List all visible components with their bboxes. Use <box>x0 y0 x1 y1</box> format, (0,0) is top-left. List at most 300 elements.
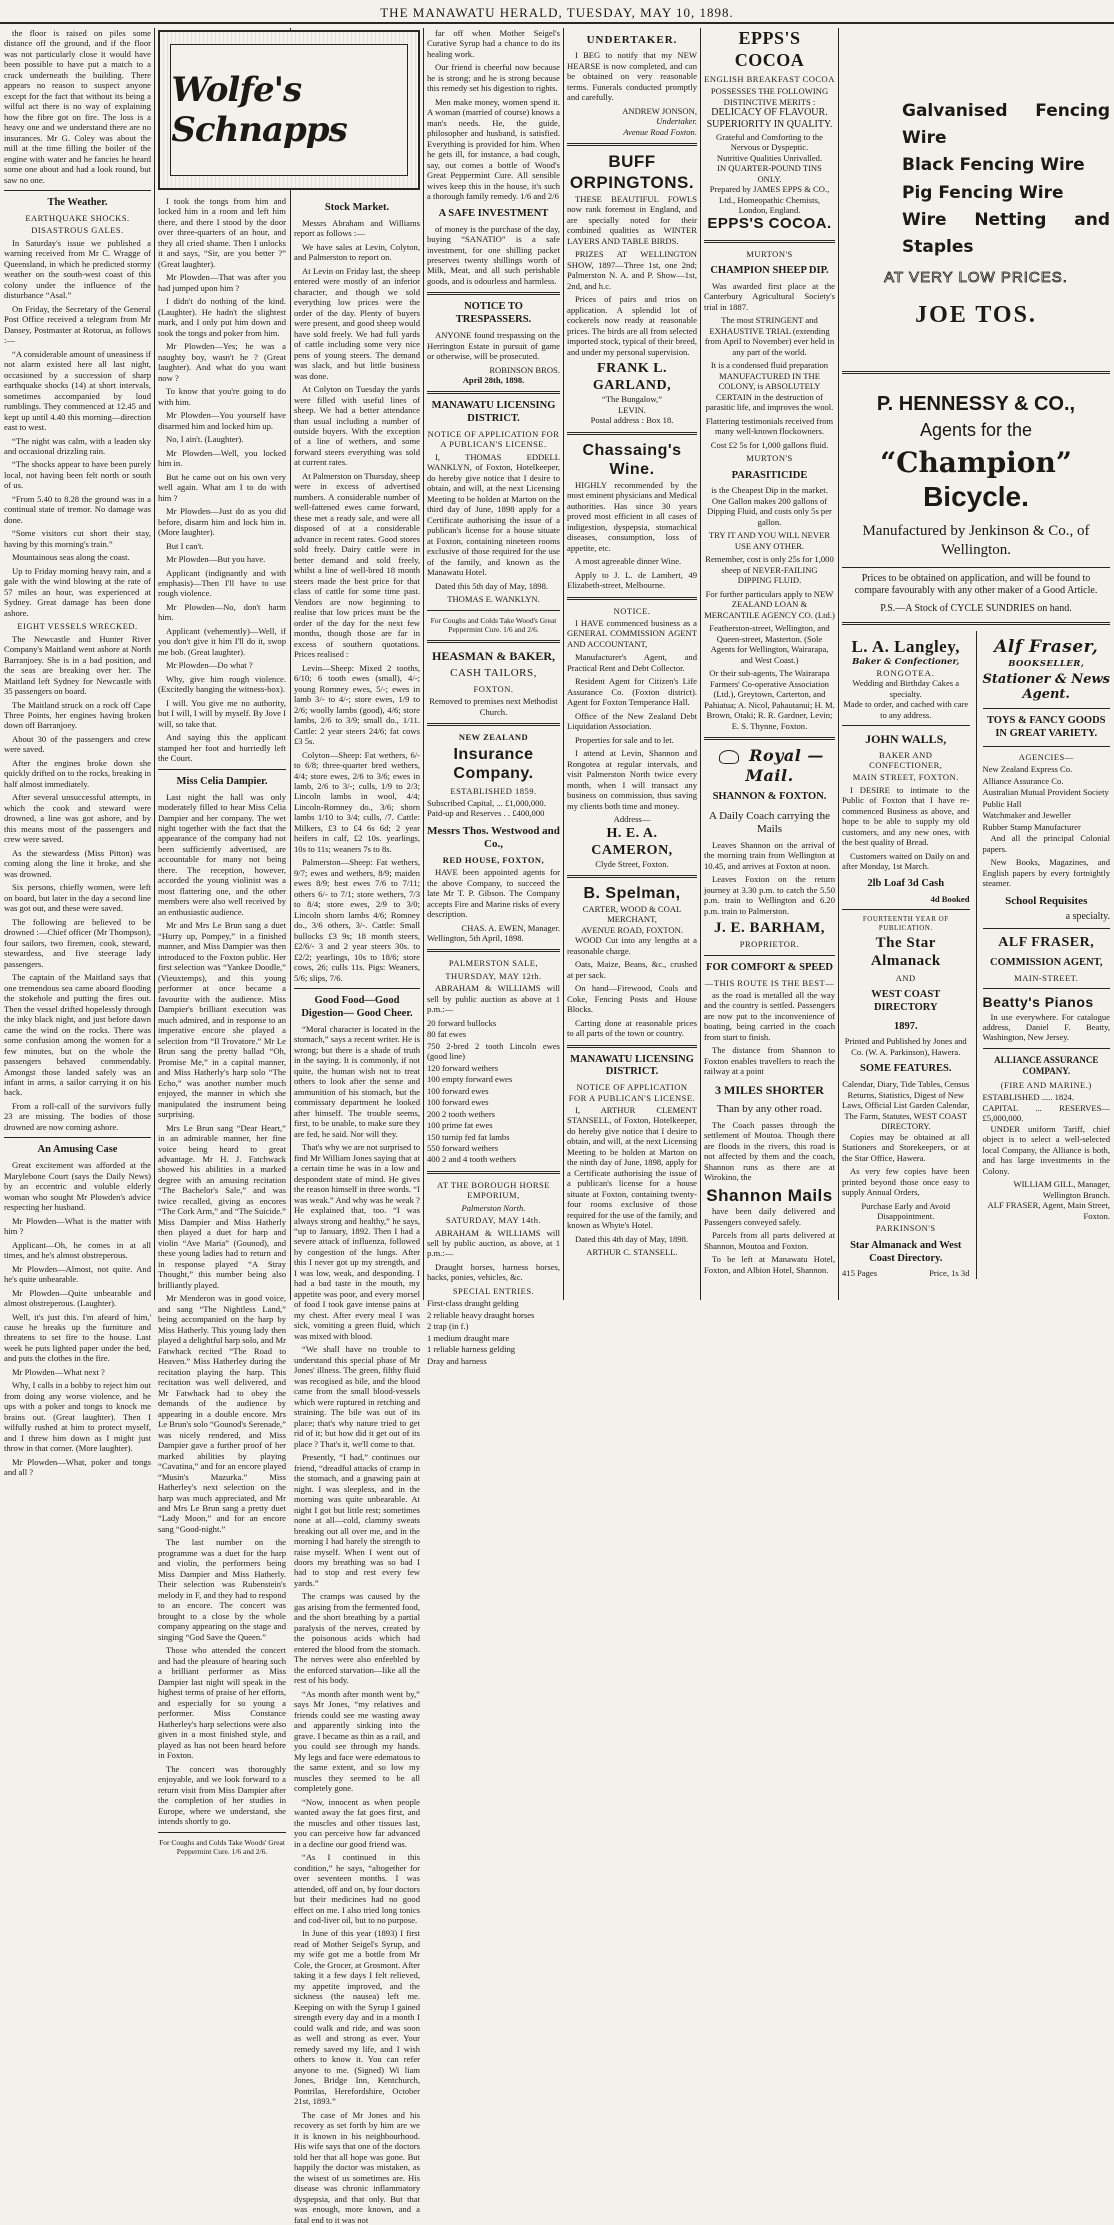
divider <box>567 432 697 435</box>
wreck-paragraph: The captain of the Maitland says that one tremendous sea came aboard flooding the stokehole and putting the fires out. Then the vessel drifted hopelessly through the inky black night, and just before dawn came the wind on the rocks. There was some confusion among the women for a few minutes, but on the whole the passengers behaved commendably. Amongst those landed safely was an infant in arms, a sailor carrying it on his back. <box>4 972 151 1098</box>
divider <box>427 640 560 643</box>
cameron-address: Clyde Street, Foxton. <box>595 858 669 869</box>
weather-paragraph: On Friday, the Secretary of the General Post Office received a telegram from Mr Dansey, Postmaster at Rotorua, as follows :— <box>4 303 151 346</box>
wolfe-banner-wrap <box>158 30 420 194</box>
comfort-subheading: —THIS ROUTE IS THE BEST— <box>704 977 835 988</box>
amusing-paragraph: Mr Plowden—What next ? <box>12 1366 105 1377</box>
sale-item: 200 2 tooth wethers <box>427 1108 496 1119</box>
divider <box>427 723 560 726</box>
epps-line: DELICACY OF FLAVOUR. <box>711 107 828 119</box>
royal-mail-paragraph: Leaves Shannon on the arrival of the morning train from Wellington at 10.45, and arrives at Foxton at noon. <box>704 839 835 871</box>
plowden-paragraph: Applicant (vehemently)—Well, if you don't give it him I'll do it, swop me bob. (Great laughter). <box>158 625 286 657</box>
amusing-paragraph: Well, it's just this. I'm afeard of him,' cause he breaks up the furniture and threatens to set fire to the house. Last week he puts lighted paper under the bed, and puts the clothes in the fire. <box>4 1311 151 1364</box>
main-street: MAIN-STREET. <box>1014 973 1079 984</box>
plowden-paragraph: No, I ain't. (Laughter). <box>166 434 244 445</box>
walls-address: MAIN STREET, FOXTON. <box>852 772 959 783</box>
parasiticide-paragraph: Remember, cost is only 25s for 1,000 sheep of NEVER-FAILING DIPPING FLUID. <box>705 554 834 586</box>
epps-line: SUPERIORITY IN QUALITY. <box>706 119 833 131</box>
weather-paragraph: “From 5.40 to 8.28 the ground was in a continual state of tremor. No damage was done. <box>4 493 151 525</box>
heasman-subheading: CASH TAILORS, <box>450 667 537 680</box>
epps-tail: EPPS'S COCOA. <box>707 215 832 233</box>
wreck-paragraph: From a roll-call of the survivors fully 23 are missing. The bodies of those drowned are now coming ashore. <box>4 1100 151 1132</box>
langley-paragraph: Wedding and Birthday Cakes a specialty. <box>852 678 960 699</box>
royal-crest-icon <box>719 750 739 764</box>
good-food-paragraph: “Now, innocent as when people wanted away the fat goes first, and the muscles and other tissues last, you can perceive how far advanced in a decline our good friend was. <box>294 1796 420 1849</box>
comfort-miles: 3 MILES SHORTER <box>715 1082 824 1097</box>
parasiticide-paragraph: is the Cheapest Dip in the market. One Gallon makes 200 gallons of Dipping Fluid, and costs only 5s per gallon. <box>707 485 832 527</box>
column-5 <box>567 28 697 1298</box>
plowden-paragraph: And saying this the applicant stamped her foot and hurriedly left the Court. <box>158 732 286 764</box>
murton-paragraph: The most STRINGENT and EXHAUSTIVE TRIAL (extending from April to November) ever held in any part of the world. <box>704 315 835 357</box>
weather-paragraph: “The night was calm, with a leaden sky and occasional drizzling rain. <box>4 435 151 456</box>
divider <box>842 725 970 726</box>
murton-heading: MURTON'S <box>746 248 793 259</box>
stock-paragraph: Palmerston—Sheep: Fat wethers, 9/7; ewes and wethers, 8/9; maiden ewes 8/9; best ewes 7/6 to 7/11; others 6/- to 7/1; store wethers, 7/3 to 8/4; store ewes, 2/9 to 3/0; Lincoln shorn lambs 4/6; Romney do., 3/6 others, 3/-. Cattle: Small bullocks £3 9s; 18 month steers, £2/6/- 3 and 2 year steers 30s. to £2/2; yearlings, 10s to 18/6; store cows, 26; culls 11s. Pigs: Weaners, 5/6; slips, 7/6. <box>294 857 420 983</box>
nz-insurance-capital: Subscribed Capital, ... £1,000,000. <box>427 797 546 808</box>
plowden-paragraph: Mr Plowden—That was after you had jumped upon him ? <box>158 272 286 293</box>
dampier-paragraph: Last night the hall was only moderately filled to hear Miss Celia Dampier and her company. The wet night together with the fact that the appearance of the company had not been sufficiently advertised, are accountable for many not being there. The reception, however, accorded the young violinist was a most flattering one, and the other members were also well received by an enthusiastic audience. <box>158 791 286 917</box>
epps-line: Prepared by JAMES EPPS & CO., Ltd., Homeopathic Chemists, London, England. <box>709 184 830 215</box>
plowden-paragraph: I took the tongs from him and locked him in a room and left him there, and there I stood by the door over three-quarters of an hour, and they all cried shame. Then I unlocks it and says, “Sir, are you better ?” (Great laughter). <box>158 196 286 269</box>
spelman-paragraph: WOOD Cut into any lengths at a reasonable charge. <box>567 935 697 956</box>
trespass-paragraph: ANYONE found trespassing on the Herrington Estate in pursuit of game or otherwise, will be prosecuted. <box>427 330 560 362</box>
licensing2-subheading: NOTICE OF APPLICATION FOR A PUBLICAN'S LICENSE. <box>568 1082 696 1103</box>
palmerston-sale-date: THURSDAY, MAY 12th. <box>445 970 542 981</box>
plowden-paragraph: Mr Plowden—But you have. <box>166 554 266 565</box>
borough-paragraph: ABRAHAM & WILLIAMS will sell by public auction, as above, at 1 p.m.:— <box>427 1227 560 1259</box>
buff-paragraph: THESE BEAUTIFUL FOWLS now rank foremost in England, and are specially noted for their combined qualities as WINTER LAYERS AND TABLE BIRDS. <box>567 193 697 246</box>
plowden-paragraph: I didn't do nothing of the kind. (Laughter). He hadn't the slightest mark, and I only put him down and took the tongs and poker from him. <box>158 296 286 338</box>
walls-heading: JOHN WALLS, <box>865 732 947 747</box>
fraser-paragraph: New Books, Magazines, and English papers by every fortnightly steamer. <box>982 857 1110 889</box>
sale-item: 550 forward wethers <box>427 1142 499 1153</box>
good-food-paragraph: “Moral character is located in the stomach,” says a recent writer. He is wrong; but there is a shade of truth in the saying. It is commonly, if not quite, the human wish not to treat others to look after the sense and ammunition of his stomach, but the commissary department he looked after himself. The trouble seems, first, to be unable, to make sure they are fed, he said. Nor will they. <box>294 1023 420 1139</box>
almanack-pages: 415 Pages <box>842 1268 878 1279</box>
wine-heading: Chassaing's Wine. <box>582 441 682 479</box>
wreck-paragraph: After the engines broke down she quickly drifted on to the rocks, breaking in half almost immediately. <box>4 757 152 789</box>
weather-paragraph: In Saturday's issue we published a warning received from Mr C. Wragge of Queensland, in which he predicted stormy weather on the south-west coast of this colony under the influence of the disturbance “Asal.” <box>4 237 151 301</box>
divider <box>427 949 560 952</box>
school-specialty: a specialty. <box>1065 911 1110 922</box>
comfort-other: Than by any other road. <box>716 1103 823 1116</box>
quake-subheading: EARTHQUAKE SHOCKS. <box>25 213 130 224</box>
good-food-paragraph: Presently, “I had,” continues our friend, “dreadful attacks of cramp in the stomach, and a gnawing pain at night. I was sleepless, and in the morning was quite unbearable. At night I got but little rest; sometimes none at all—cold, clammy sweats breaking out all over me, and in the morning I had barely the strength to raise myself. When I went out of doors my breathing was so bad I had to stop and rest every few yards.” <box>294 1452 420 1588</box>
divider <box>4 190 151 191</box>
comfort-paragraph: The Coach passes through the settlement of Moutoa. Though there are floods in the rivers, this road is not affected by them and the coach, Shannon runs as there are at Wirokino, the <box>704 1119 835 1183</box>
sale-item: 2 trap (in f.) <box>427 1321 469 1332</box>
almanack-footer <box>842 1268 970 1278</box>
almanack-paragraph: Copies may be obtained at all Stationers and Storekeepers, or at the Star Office, Hawera. <box>842 1131 970 1163</box>
hennessy-subheading: Agents for the <box>919 420 1033 441</box>
shannon-paragraph: To be left at Manawatu Hotel, Foxton, and Albion Hotel, Shannon. <box>704 1254 835 1275</box>
lower-left-ads <box>842 631 977 1279</box>
stock-paragraph: At Palmerston on Thursday, sheep were in excess of advertised numbers. A considerable number of well-fattened ewes came forward, these met a ready sale, and were all disposed of at a considerable advance in recent rates. Good stores sold freely. Dairy cattle were in better demand and sold freely, whilst a line of well-bred 18 month steers made the best price for that class of cattle for some time past. Vendors are now beginning to realise that low prices must be the order of the day for the next few months, though those are far in excess of southern quotations. Prices realised : <box>294 470 420 660</box>
licensing2-date: Dated this 4th day of May, 1898. <box>575 1233 689 1244</box>
shannon-paragraph: Parcels from all parts delivered at Shannon, Moutoa and Foxton. <box>704 1230 835 1251</box>
alliance-capital: CAPITAL ... RESERVES— £5,000,000. <box>982 1102 1110 1124</box>
parasiticide-subheading: PARASITICIDE <box>731 469 808 481</box>
plowden-paragraph: Mr Plowden—You yourself have disarmed him and locked him up. <box>158 410 286 431</box>
wolfe-schnapps-logo: Wolfe's Schnapps <box>171 70 347 150</box>
divider <box>567 597 697 600</box>
amusing-paragraph: Mr Plowden—What is the matter with him ? <box>4 1215 151 1237</box>
dampier-paragraph: The last number on the programme was a duet for the harp and violin, the performers being Miss Dampier and Miss Hatherly. Their selection was Rubenstein's melody in F, and they had to respond to an encore. The concert was brought to a close by the whole company appearing on the stage and singing “God Save the Queen.” <box>158 1537 286 1642</box>
wreck-paragraph: Six persons, chiefly women, were left on board, but later in the day a second line was got out, and these were saved. <box>4 882 151 914</box>
stock-paragraph: We have sales at Levin, Colyton, and Palmerston to report on. <box>294 241 420 263</box>
nz-insurance-heading: Insurance Company. <box>453 745 534 783</box>
masthead <box>0 0 1114 24</box>
almanack-parkinson: PARKINSON'S <box>875 1223 936 1234</box>
divider <box>983 988 1111 989</box>
divider <box>427 1171 560 1174</box>
barham-heading: J. E. BARHAM, <box>713 920 826 937</box>
borough-subheading: Palmerston North. <box>461 1202 526 1213</box>
wreck-paragraph: The Maitland struck on a rock off Cape Three Points, her engines having broken down off Barranjoey. <box>4 699 151 731</box>
agency-item: New Zealand Express Co. <box>982 764 1073 775</box>
buff-prizes: PRIZES AT WELLINGTON SHOW, 1897—Three 1st, one 2nd; Palmerston N. A. and P. Show—1st, 2nd, and h.c. <box>567 249 697 291</box>
borough-heading: AT THE BOROUGH HORSE EMPORIUM, <box>437 1179 550 1201</box>
alliance-heading: ALLIANCE ASSURANCE COMPANY. <box>994 1054 1099 1076</box>
divider <box>983 1048 1111 1049</box>
sale-item: 120 forward wethers <box>427 1062 499 1073</box>
undertaker-address: Avenue Road Foxton. <box>623 126 697 137</box>
notice-paragraph: Resident Agent for Citizen's Life Assurance Co. (Foxton district). Agent for Foxton Temperance Hall. <box>567 676 697 708</box>
column-rule <box>838 28 839 1300</box>
sale-item: First-class draught gelding <box>427 1298 519 1309</box>
licensing2-heading: MANAWATU LICENSING DISTRICT. <box>570 1053 694 1078</box>
wire-line: Galvanised Fencing Wire <box>902 101 1110 149</box>
almanack-subheading: WEST COAST DIRECTORY <box>871 989 941 1013</box>
plowden-paragraph: Mr Plowden—Yes; he was a naughty boy, wasn't he ? (Great laughter). And what do you want now ? <box>158 341 286 383</box>
notice-paragraph: Office of the New Zealand Debt Liquidation Association. <box>567 710 697 732</box>
nz-insurance-agents: Messrs Thos. Westwood and Co., <box>427 824 560 851</box>
nz-insurance-date: Wellington, 5th April, 1898. <box>427 933 524 943</box>
parasiticide-paragraph: For further particulars apply to NEW ZEALAND LOAN & MERCANTILE AGENCY CO. (Ltd.) <box>704 588 835 620</box>
heasman-note: Removed to premises next Methodist Church. <box>429 696 558 717</box>
wire-line: Wire Netting and Staples <box>902 209 1110 257</box>
divider <box>983 928 1111 929</box>
heasman-heading: HEASMAN & BAKER, <box>431 648 555 663</box>
barham-subheading: PROPRIETOR. <box>739 939 800 950</box>
sale-item: 1 reliable harness gelding <box>427 1344 516 1355</box>
trespass-heading: NOTICE TO TRESPASSERS. <box>455 301 532 326</box>
cure-paragraph: Men make money, women spend it. A woman (married of course) knows a man's needs. He, the guide, philosopher and husband, is satisfied. Everything is provided for him. When he gets ill, for instance, a bad cough, say, out comes a bottle of Wood's Great Peppermint Cure. All sensible wives keep this in the house, it's such a thorough family remedy. 1/6 and 2/6 <box>427 96 560 202</box>
sale-item: 20 forward bullocks <box>427 1017 497 1028</box>
garland-town: LEVIN. <box>618 404 646 415</box>
wolfe-schnapps-ad <box>158 30 420 190</box>
palmerston-sale-list <box>427 1018 560 1165</box>
dampier-paragraph: Mr and Mrs Le Brun sang a duet “Hurry up, Pompey,” in a finished manner, and Miss Dampier was then introduced to the Foxton public. Her first selection was “Yankee Doodle,” (Vieuxtemps), and this young performer at once became a favourite with the audience. Miss Dampier's brilliant execution was much admired, and in response to an imperative encore she played a selection from “Il Trovatore.” Mr Le Brun sang the pretty ballad “Oh, Promise Me,” in a capital manner, and Miss Hatherly's harp solo “The Echo,” was another number much enjoyed, the manner in which she manipulated the instrument being surprising. <box>158 920 286 1120</box>
good-food-paragraph: The cramps was caused by the gas arising from the fermented food, and the short breathing by a partial paralysis of the nerves, created by the poisonous acids which had entered the blood from the stomach. The nerves were also enfeebled by the enforced starvation—like all the rest of his body. <box>294 1591 420 1686</box>
weather-paragraph: “A considerable amount of uneasiness if not alarm existed here all last night, occasioned by a succession of sharp earthquake shocks (14) at short intervals, sometimes accompanied by loud rumblings. They commenced at 12.45 and kept up until 4.40 this morning—direction east to west. <box>4 348 151 433</box>
garland-subheading: “The Bungalow,” <box>601 394 663 405</box>
amusing-paragraph: Why, I calls in a bobby to reject him out from doing any worse violence, and he ups with a poker and tongs to knock me brains out. (Great laughter). Then I wilfully rushed at him to protect myself, and I threw him down as I might just throw in that corner. (More laughter). <box>4 1380 151 1454</box>
column-rule <box>700 28 701 1300</box>
sale-item: 100 forward ewes <box>427 1097 489 1108</box>
agency-item: Rubber Stamp Manufacturer <box>982 821 1081 832</box>
fraser-paragraph: And all the principal Colonial papers. <box>982 833 1110 854</box>
licensing-subheading: NOTICE OF APPLICATION FOR A PUBLICAN'S LICENSE. <box>427 429 560 450</box>
sale-item: 1 medium draught mare <box>427 1332 510 1343</box>
divider <box>427 391 560 394</box>
alliance-paragraph: UNDER uniform Tariff, chief object is to select a well-selected local Company, the Alliance is both, and has large investments in the Colony. <box>982 1123 1110 1176</box>
undertaker-paragraph: I BEG to notify that my NEW HEARSE is now completed, and can be obtained on very reasonable terms. Funerals conducted promptly and carefully. <box>567 50 697 103</box>
epps-line: Nutritive Qualities Unrivalled. <box>716 152 823 163</box>
joe-tos: JOE TOS. <box>915 302 1037 329</box>
sale-item: 400 2 and 4 tooth wethers <box>427 1154 517 1165</box>
amusing-heading: An Amusing Case <box>37 1144 118 1156</box>
plowden-paragraph: Mr Plowden—Well, you locked him in. <box>158 447 286 469</box>
murton-paragraph: Flattering testimonials received from many well-known flockowners. <box>705 415 834 437</box>
garland-heading: FRANK L. GARLAND, <box>592 361 672 394</box>
notice-paragraph: I HAVE commenced business as a GENERAL COMMISSION AGENT AND ACCOUNTANT, <box>567 617 697 649</box>
plowden-paragraph: Mr Plowden—Do what ? <box>166 660 253 671</box>
wire-line: Black Fencing Wire <box>902 155 1085 176</box>
almanack-tail: Star Almanack and West Coast Directory. <box>850 1239 962 1264</box>
heasman-town: FOXTON. <box>473 683 514 694</box>
licensing-paragraph: I, THOMAS EDDELL WANKLYN, of Foxton, Hotelkeeper, do hereby give notice that I desire to obtain, and will, at the next Licensing Meeting to be holden at Marton on the third day of June, 1898 apply for a Certificate authorising the issue of a publican's license for a house situate at Foxton, containing nineteen rooms exclusive of those required for the use of the family, and known as the Manawatu Hotel. <box>427 451 560 578</box>
borough-list <box>427 1298 560 1366</box>
royal-mail-subheading: SHANNON & FOXTON. <box>712 791 827 803</box>
notice-paragraph: Properties for sale and to let. <box>575 734 674 745</box>
royal-mail-paragraph: Leaves Foxton on the return journey at 3.30 p.m. to catch the 5.50 p.m. train to Wellington and 6.20 p.m. train to Palmerston. <box>704 874 835 916</box>
almanack-paragraph: Printed and Published by Jones and Co. (W. A. Parkinson), Hawera. <box>844 1036 967 1057</box>
agency-item: Alliance Assurance Co. <box>982 775 1064 786</box>
almanack-heading: The Star Almanack <box>870 935 941 970</box>
sale-item: 80 fat ewes <box>427 1029 467 1040</box>
garland-box: Postal address : Box 18. <box>590 415 674 426</box>
royal-mail-title: Royal — Mail. <box>745 746 824 785</box>
almanack-paragraph: As very few copies have been printed beyond those once easy to supply Annual Orders, <box>842 1166 970 1198</box>
column-1 <box>4 28 152 1478</box>
low-prices: AT VERY LOW PRICES. <box>884 269 1068 287</box>
plowden-paragraph: Mr Plowden—No, don't harm him. <box>158 601 286 623</box>
undertaker-signature: ANDREW JONSON, <box>622 105 697 116</box>
divider <box>842 909 970 910</box>
sale-item: 750 2-bred 2 tooth Lincoln ewes (good line) <box>427 1040 560 1062</box>
walls-booked: 4d Booked <box>930 893 970 904</box>
parasiticide-paragraph: Featherston-street, Wellington, and Queen-street, Masterton. (Sole Agents for Wellington, Wairarapa, and West Coast.) <box>709 623 830 665</box>
dampier-paragraph: Mr Menderon was in good voice, and sang “The Nightless Land,” being accompanied on the harp by Miss Hatherly. This young lady then played a delightful harp solo, and Mr Fatwhack recited “The Road to Heaven.” Miss Hatherley during the recitation playing the harp. This recitation was well delivered, and Mr Fatwhack had to obey the demands of the audience by appearing in a double encore. Mrs Le Brun's solo “Gounod's Serenade,” was nicely rendered, and Miss Dampier gave a further proof of her marked abilities by playing “Cavatina,” and for an encore played “Musin's Mazurka.” Miss Hatherley's next selection on the harp was much appreciated, and Mr and Mrs Le Brun sang a pretty duet “Lady Moon,” and for an encore sang “Good-night.” <box>158 1293 286 1534</box>
amusing-paragraph: Mr Plowden—Quite unbearable and almost obstreperous. (Laughter). <box>4 1287 151 1309</box>
licensing2-paragraph: I, ARTHUR CLEMENT STANSELL, of Foxton, Hotelkeeper, do hereby give notice that I desire to obtain, and will, at the next Licensing Meeting to be holden at Marton on the ninth day of June, 1898, apply for a Certificate authorising the issue of a publican's license for a house situate at Foxton, containing twenty-four rooms exclusive of those required for the use of the family, and known as Whyte's Hotel. <box>567 1104 697 1231</box>
divider <box>983 746 1111 747</box>
agency-item: Public Hall <box>982 798 1022 809</box>
licensing-heading: MANAWATU LICENSING DISTRICT. <box>431 400 556 425</box>
spacer <box>842 28 1110 98</box>
school-requisites: School Requisites <box>1005 894 1088 907</box>
shannon-heading: Shannon Mails <box>706 1185 833 1205</box>
divider <box>427 610 560 611</box>
stock-heading: Stock Market. <box>324 202 390 213</box>
wreck-paragraph: About 30 of the passengers and crew were saved. <box>4 733 151 755</box>
sale-item: 100 prime fat ewes <box>427 1120 493 1131</box>
fraser-subheading2: Stationer & News Agent. <box>982 671 1110 703</box>
almanack-year: 1897. <box>893 1020 918 1032</box>
plowden-paragraph: But I can't. <box>166 540 204 551</box>
divider <box>158 1832 286 1833</box>
divider <box>983 708 1111 709</box>
weather-paragraph: Mountainous seas along the coast. <box>12 552 130 563</box>
investment-heading: A SAFE INVESTMENT <box>438 207 549 219</box>
walls-subheading: BAKER AND CONFECTIONER, <box>869 749 943 771</box>
divider <box>704 737 835 740</box>
epps-subheading: ENGLISH BREAKFAST COCOA <box>704 73 835 84</box>
fraser-heading: Alf Fraser, <box>994 636 1099 657</box>
weather-paragraph: Up to Friday morning heavy rain, and a gale with the wind blowing at the rate of 57 miles an hour, was experienced at Sydney. Great damage has been done ashore. <box>4 565 151 618</box>
parasiticide-paragraph: TRY IT AND YOU WILL NEVER USE ANY OTHER. <box>708 530 831 551</box>
licensing-signature: THOMAS E. WANKLYN. <box>447 594 540 605</box>
licensing-date: Dated this 5th day of May, 1898. <box>435 580 549 591</box>
divider <box>567 1045 697 1048</box>
sale-item: Dray and harness <box>427 1355 487 1366</box>
notice-paragraph: I attend at Levin, Shannon and Rongotea at regular intervals, and visit Palmerston North twice every month, when I will transact any business on commission, thus saving my clients both time and money. <box>567 748 697 811</box>
divider <box>704 240 835 243</box>
spelman-paragraph: Oats, Maize, Beans, &c., crushed at per sack. <box>567 959 697 980</box>
good-food-paragraph: “As month after month went by,” says Mr Jones, “my relatives and friends could see me wasting away and apparently sinking into the grave. I became as thin as a rail, and you could see through my hands. My legs and face were edematous to the same extent, and so low my muscles they seemed to be all completely gone. <box>294 1688 420 1794</box>
sale-item: 100 empty forward ewes <box>427 1074 513 1085</box>
almanack-paragraph: Calendar, Diary, Tide Tables, Census Returns, Statistics, Digest of New Laws, Official List Garden Calendar, The Farm, Statutes, WEST COAST DIRECTORY. <box>842 1079 970 1132</box>
article-intro: the floor is raised on piles some distance off the ground, and if the floor was not particularly close it would have been possible to have put a match to a crack underneath the building. There appears no reason to suspect anyone except for the fact that without its being a wilful act there is no way of explaining how the fibre got on fire. The loss is a heavy one and we understand there are no insurances. Mr G. Coley was about the mill at the time filling the boiler of the engine with water and he fancies he heard some one about and had a look round, but saw no one. <box>4 28 151 185</box>
masthead-date: TUESDAY, MAY 10, 1898. <box>566 5 734 20</box>
spelman-subheading: CARTER, WOOD & COAL MERCHANT, <box>582 903 682 925</box>
almanack-price: Price, 1s 3d <box>929 1268 970 1279</box>
prices-paragraph: Prices to be obtained on application, and will be found to compare favourably with any other maker of a Good Article. <box>854 572 1098 597</box>
column-2 <box>158 196 286 1856</box>
column-rule <box>290 28 291 1300</box>
divider <box>567 875 697 878</box>
column-rule <box>563 28 564 1300</box>
sale-item: 2 reliable heavy draught horses <box>427 1309 535 1320</box>
licensing2-signature: ARTHUR C. STANSELL. <box>586 1247 678 1258</box>
good-food-paragraph: “As I continued in this condition,” he says, “altogether for over seventeen months. I was attended, off and on, by four doctors but their medicines had no good effect on me. I also tried long tonics and cod-liver oil, but to no purpose. <box>294 1852 420 1925</box>
langley-heading: L. A. Langley, <box>851 636 961 656</box>
ps-line: P.S.—A Stock of CYCLE SUNDRIES on hand. <box>880 603 1072 615</box>
langley-town: RONGOTEA. <box>876 667 935 678</box>
column-6 <box>704 28 835 1298</box>
comfort-paragraph: as the road is metalled all the way and the country is settled. Passengers are now put to the inconvenience of boating, being carried in the coach from start to finish. <box>704 989 835 1042</box>
dampier-paragraph: Mrs Le Brun sang “Dear Heart,” in an admirable manner, her fine voice being heard to great advantage. Mr H. J. Fatchwack showed his abilities in a marked degree with an amusing recitation “The Bachelor's Sale,” and was twice recalled, giving as encores “The Cork Arm,” and “The Suicide.” Miss Dampier and Miss Hatherly then played a duet for harp and violin “Ave Maria” (Gounod), and these young ladies had to return and in response played “A Stray Thought,” this number being also brilliantly played. <box>158 1122 286 1290</box>
manufactured-line: Manufactured by Jenkinson & Co., of Wellington. <box>862 523 1090 558</box>
langley-paragraph: Made to order, and cached with care to any address. <box>843 699 969 720</box>
divider <box>842 371 1110 374</box>
murton-paragraph: It is a condensed fluid preparation MANUFACTURED IN THE COLONY, is ABSOLUTELY CERTAIN in the destruction of parasitic life, and improves the wool. <box>705 360 834 413</box>
weather-paragraph: “The shocks appear to have been purely local, not having been felt north or south of us. <box>4 459 151 491</box>
weather-paragraph: “Some visitors cut short their stay, having by this morning's train.” <box>4 528 151 549</box>
stock-paragraph: Messrs Abraham and Williams report as follows :— <box>294 217 420 239</box>
divider <box>4 1137 151 1138</box>
dampier-heading: Miss Celia Dampier. <box>176 775 268 787</box>
borough-paragraph: Draught horses, harness horses, hacks, ponies, vehicles, &c. <box>427 1261 560 1283</box>
almanack-paragraph: Purchase Early and Avoid Disappointment. <box>861 1200 951 1221</box>
plowden-paragraph: Applicant (indignantly and with emphasis)—Then I'll have to use rough violence. <box>158 567 286 599</box>
nz-insurance-signature: CHAS. A. EWEN, Manager. <box>461 922 560 933</box>
wreck-paragraph: The Newcastle and Hunter River Company's Maitland went ashore at North Barranjoey. She is in a bad position, and the seas are breaking over her. The Maitland left Sydney for Newcastle with 35 passengers on board. <box>4 633 151 697</box>
fraser-agencies-list <box>983 764 1111 832</box>
murton-paragraph: Was awarded first place at the Canterbury Agricultural Society's trial in 1887. <box>704 280 835 312</box>
plowden-paragraph: But he came out on his own very well again. What am I to do with him ? <box>158 471 286 503</box>
column-4 <box>427 28 560 1366</box>
alliance-established: ESTABLISHED ..... 1824. <box>982 1092 1074 1103</box>
almanack-pre: FOURTEENTH YEAR OF PUBLICATION. <box>862 915 949 932</box>
spelman-paragraph: On hand—Firewood, Coals and Coke, Fencing Posts and House Blocks. <box>567 983 697 1015</box>
trespass-date: April 28th, 1898. <box>462 374 525 385</box>
divider <box>567 143 697 146</box>
wine-paragraph: A most agreeable dinner Wine. <box>575 556 682 567</box>
plowden-paragraph: To know that you're going to do with him. <box>158 386 286 407</box>
good-food-paragraph: That's why we are not surprised to find Mr William Jones saying that at a certain time he was in a low and despondent state of mind. He gives the reason himself in three words. “I was weak.” And why was he weak ? He explained that, too. “I was always strong and healthy,” he says, “up to January, 1892. Then I had a severe attack of influenza, followed by congestion of the lungs. After this I never got up my strength, and I was low, weak, and desponding. I had a bad taste in the mouth, my appetite was poor, and every morsel of food I took gave intense pains at my chest. After every meal I was sick, vomiting a green fluid, which was mixed with blood. <box>294 1142 421 1341</box>
borough-special: SPECIAL ENTRIES. <box>452 1285 535 1296</box>
fraser-subheading: BOOKSELLER, <box>1008 659 1085 670</box>
spelman-heading: B. Spelman, <box>583 885 681 903</box>
hennessy-heading: P. HENNESSY & CO., <box>876 392 1076 415</box>
sale-item: 100 forward ewes <box>427 1085 489 1096</box>
amusing-paragraph: Mr Plowden—What, poker and tongs and all ? <box>4 1456 151 1478</box>
murton-paragraph: Cost £2 5s for 1,000 gallons fluid. <box>710 439 829 450</box>
divider <box>427 292 560 295</box>
lower-ads-grid <box>842 631 1110 1279</box>
weather-heading: The Weather. <box>47 197 108 209</box>
gales-subheading: DISASTROUS GALES. <box>31 225 124 236</box>
alliance-subheading: (FIRE AND MARINE.) <box>1000 1079 1092 1090</box>
lower-right-ads <box>977 631 1111 1279</box>
undertaker-heading: UNDERTAKER. <box>586 34 678 46</box>
notice-paragraph: Manufacturer's Agent, and Practical Rent and Debt Collector. <box>567 652 697 673</box>
agency-item: Australian Mutual Provident Society <box>982 787 1109 798</box>
column-7 <box>842 28 1110 1298</box>
murton-subheading: CHAMPION SHEEP DIP. <box>710 265 829 277</box>
wire-line: Pig Fencing Wire <box>902 182 1064 203</box>
cameron-heading: H. E. A. CAMERON, <box>591 825 673 858</box>
plowden-paragraph: Mr Plowden—Just do as you did before, disarm him and lock him in. (More laughter). <box>158 506 286 538</box>
epps-line: Grateful and Comforting to the Nervous or Dyspeptic. <box>716 131 823 153</box>
nz-insurance-reserves: Paid-up and Reserves . . £400,000 <box>427 808 545 819</box>
wrecked-subheading: EIGHT VESSELS WRECKED. <box>17 621 138 632</box>
divider <box>294 988 420 989</box>
fraser-toys: TOYS & FANCY GOODS IN GREAT VARIETY. <box>986 715 1106 740</box>
masthead-paper: THE MANAWATU HERALD, <box>380 5 563 20</box>
undertaker-role: Undertaker. <box>656 116 697 127</box>
nz-insurance-paragraph: HAVE been appointed agents for the above Company, to succeed the late Mr T. P. Gibson. The Company accepts Fire and Marine risks of every description. <box>427 867 560 920</box>
divider <box>842 567 1110 568</box>
wreck-paragraph: The following are believed to be drowned :—Chief officer (Mr Thompson), four sailors, two firemen, cook, steward, stewardess, and five steerage lady passengers. <box>4 916 151 969</box>
spelman-address: AVENUE ROAD, FOXTON. <box>581 924 683 935</box>
good-food-paragraph: “We shall have no trouble to understand this special phase of Mr Jones' illness. The green, filthy fluid was recogised as bile, and the blood came from the small blood-vessels which were ruptured in retching and straining. The bile was out of its place; that's why nature tried to get rid of it; but how did it get out of its place ? That's it, we'll come to that. <box>294 1344 420 1449</box>
stock-paragraph: Colyton—Sheep: Fat wethers, 6/- to 6/8; three-quarter bred wethers, 4/4; store ewes, 2/6 to 3/6; ewes in lamb, 2/6 to 3/-; culls, 1/9 to 2/3; Lincoln lambs in wool, 4/4; Lincoln-Romney do., 3/6; shorn lambs 1/10 to 3/4; culls, /7. Cattle: Milkers, £3 to £4 6s 6d; 2 year heifers in calf, £2 10s. yearlings, 10s to 11s; weaners 7s to 8s. <box>294 749 420 854</box>
palmerston-sale-heading: PALMERSTON SALE, <box>448 958 539 969</box>
column-3 <box>294 196 421 2225</box>
plowden-paragraph: Why, give him rough violence. (Excitedly banging the witness-box). <box>158 673 286 695</box>
divider <box>842 622 1110 625</box>
wolfe-schnapps-frame <box>170 44 407 175</box>
wine-paragraph: Apply to J. L. de Lambert, 49 Elizabeth-street, Melbourne. <box>567 569 697 591</box>
spelman-paragraph: Carting done at reasonable prices to all parts of the town or country. <box>567 1017 697 1039</box>
comfort-paragraph: The distance from Shannon to Foxton enables travellers to reach the railway at a point <box>704 1045 835 1077</box>
cure-paragraph: Our friend is cheerful now because he is strong; and he is strong because this remedy set his digestion to rights. <box>427 62 560 94</box>
cure-paragraph: far off when Mother Seigel's Curative Syrup had a chance to do its healing work. <box>427 28 560 59</box>
nz-insurance-pre: NEW ZEALAND <box>458 732 529 743</box>
royal-mail-line: A Daily Coach carrying the Mails <box>709 809 830 836</box>
epps-line: POSSESSES THE FOLLOWING <box>710 86 829 97</box>
woods-cure-ad: For Coughs and Colds Take Wood's Great Peppermint Cure. 1/6 and 2/6. <box>430 615 557 634</box>
sale-item: 150 turnip fed fat lambs <box>427 1131 510 1142</box>
walls-paragraph: I DESIRE to intimate to the Public of Foxton that I have re-commenced Business as above, and hope to be able to supply my old customers, and any new ones, with the best quality of Bread. <box>842 784 970 848</box>
palmerston-sale-paragraph: ABRAHAM & WILLIAMS will sell by public auction as above at 1 p.m.:— <box>427 983 560 1015</box>
almanack-features: SOME FEATURES. <box>860 1063 952 1075</box>
stock-paragraph: At Colyton on Tuesday the yards were filled with useful lines of sheep. We had a better attendance than usual including a number of outside buyers. With the exception of a line of wethers, and some forward steers everything was sold at current rates. <box>294 384 420 468</box>
alliance-agent: ALF FRASER, Agent, Main Street, Foxton. <box>987 1200 1110 1221</box>
notice-heading: NOTICE. <box>613 605 651 616</box>
